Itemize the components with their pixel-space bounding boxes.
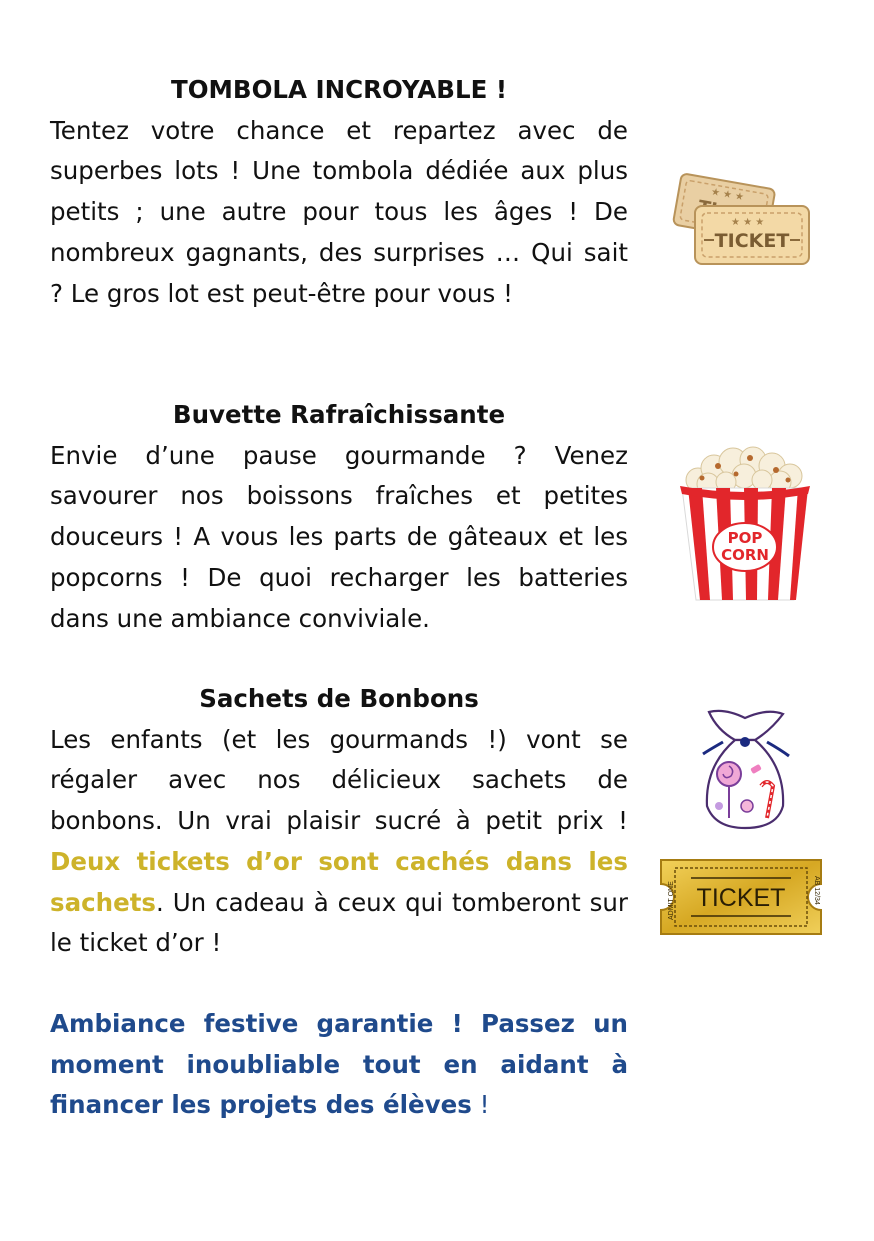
tickets-icon — [668, 170, 813, 268]
popcorn-label-1: POP — [727, 529, 763, 547]
gold-ticket-side-left: ADMIT ONE — [668, 881, 675, 920]
gold-ticket-icon — [655, 858, 827, 936]
section-title: TOMBOLA INCROYABLE ! — [170, 75, 508, 104]
golden-ticket-highlight: Deux tickets d’or sont cachés dans les sachets — [50, 846, 628, 917]
section-body: Envie d’une pause gourmande ? Venez savourer nos boissons fraîches et petites douceurs ! A vous les parts de gâteaux et les popcorns ! De quoi recharger les batteries dans une ambiance conviviale. — [50, 440, 628, 633]
candy-bag-icon — [695, 706, 795, 832]
body-text: . Un cadeau à ceux qui tomberont sur le ticket d’or ! — [50, 887, 628, 958]
popcorn-label-2: CORN — [721, 546, 769, 564]
popcorn-icon — [678, 442, 812, 604]
section-body: Tentez votre chance et repartez avec de superbes lots ! Une tombola dédiée aux plus petits ; une autre pour tous les âges ! De nombreux gagnants, des surprises … Qui sait ? Le gros lot est peut-être pour vous ! — [50, 115, 628, 308]
ticket-label: TICKET — [714, 230, 790, 252]
body-text: Les enfants (et les gourmands !) vont se régaler avec nos délicieux sachets de bonbons. Un vrai plaisir sucré à petit prix ! — [50, 724, 628, 836]
section-tombola — [50, 70, 628, 314]
section-bonbons — [50, 679, 628, 964]
closing-message — [50, 1004, 628, 1126]
gold-ticket-side-right: AB 12/34 — [813, 876, 820, 905]
svg-text:★ ★ ★: ★ ★ ★ — [731, 217, 765, 228]
section-title: Sachets de Bonbons — [199, 684, 479, 713]
closing-end: ! — [471, 1090, 490, 1120]
svg-text:★ ★ ★: ★ ★ ★ — [710, 186, 745, 204]
section-body — [50, 720, 628, 964]
gold-ticket-label: TICKET — [696, 884, 786, 912]
section-title: Buvette Rafraîchissante — [172, 400, 506, 429]
section-buvette — [50, 395, 628, 639]
closing-bold: Ambiance festive garantie ! Passez un moment inoubliable tout en aidant à financer les projets des élèves — [50, 1009, 628, 1120]
